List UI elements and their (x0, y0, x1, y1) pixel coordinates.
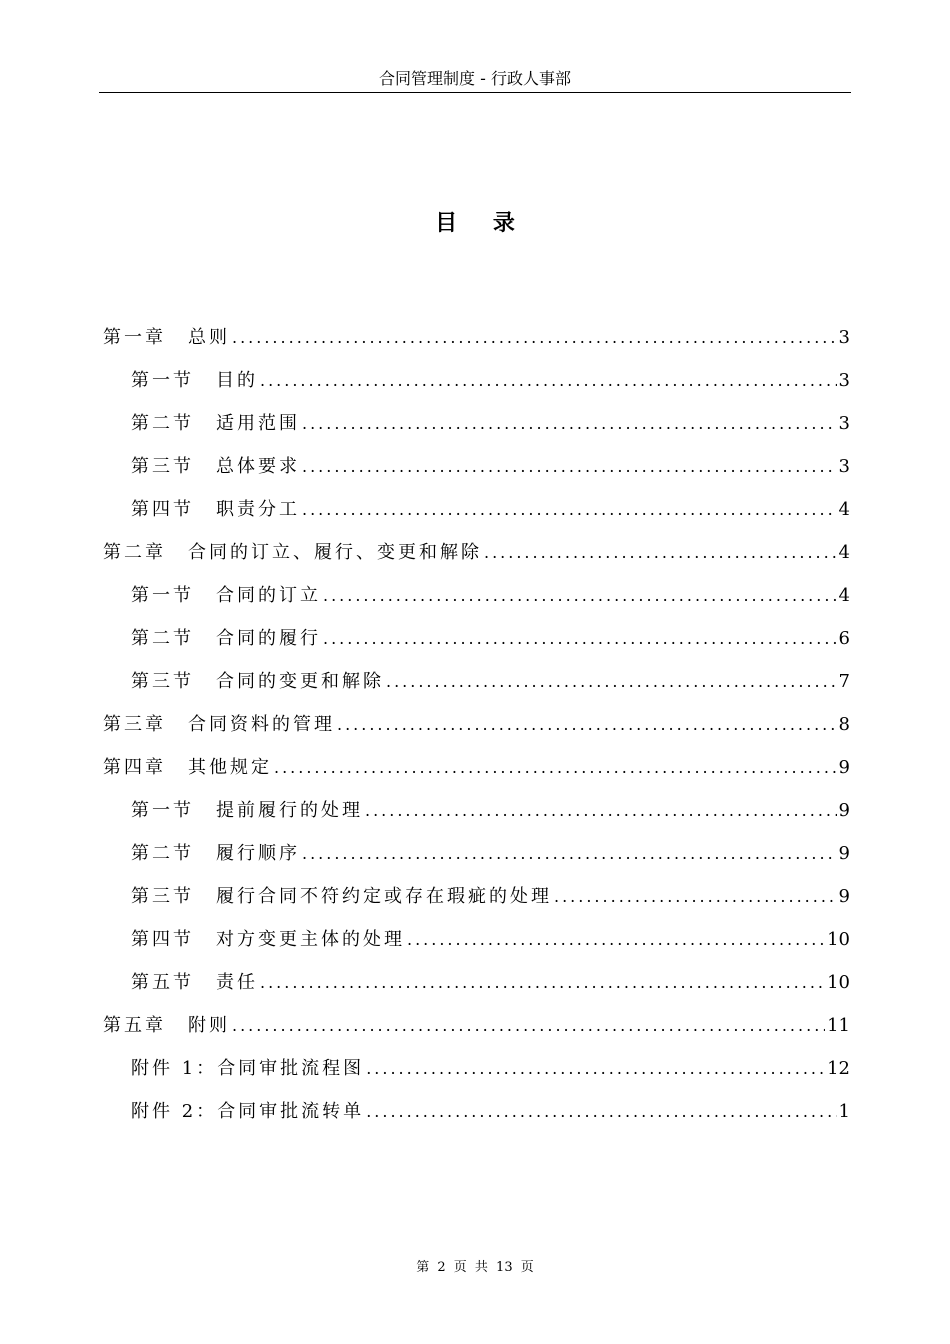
toc-entry-number: 第四节 (131, 929, 194, 950)
toc-entry-label (131, 918, 405, 961)
toc-entry-number: 第三节 (131, 456, 194, 477)
toc-entry-page: 10 (827, 972, 850, 993)
toc-entry-number: 第二节 (131, 413, 194, 434)
toc-entry-text: 总则 (188, 327, 230, 348)
toc-entry-text: 合同的订立 (216, 585, 321, 606)
toc-section-entry[interactable] (103, 574, 850, 617)
toc-section-entry[interactable] (103, 488, 850, 531)
toc-entry-number: 第二章 (103, 542, 166, 563)
toc-dot-leader (323, 574, 837, 617)
toc-entry-label (131, 832, 300, 875)
toc-entry-label (131, 574, 321, 617)
toc-entry-text: 附则 (188, 1015, 230, 1036)
toc-entry-label (131, 875, 552, 918)
toc-entry-number: 第二节 (131, 628, 194, 649)
toc-entry-label (131, 1047, 364, 1090)
toc-entry-number: 第三节 (131, 886, 194, 907)
toc-entry-number: 第五节 (131, 972, 194, 993)
toc-entry-text: 履行顺序 (216, 843, 300, 864)
toc-entry-text: 适用范围 (216, 413, 300, 434)
toc-dot-leader (260, 359, 837, 402)
table-of-contents (103, 316, 850, 1133)
toc-entry-text: 履行合同不符约定或存在瑕疵的处理 (216, 886, 552, 907)
toc-entry-label (103, 1004, 230, 1047)
toc-entry-text: 其他规定 (188, 757, 272, 778)
toc-entry-label (131, 789, 363, 832)
toc-section-entry[interactable] (103, 359, 850, 402)
toc-entry-page: 3 (838, 456, 850, 477)
toc-entry-page: 4 (838, 499, 850, 520)
toc-entry-page: 9 (838, 800, 850, 821)
toc-section-entry[interactable] (103, 402, 850, 445)
toc-entry-number: 附件 2： (131, 1101, 218, 1122)
toc-entry-page: 9 (838, 757, 850, 778)
toc-entry-number: 第二节 (131, 843, 194, 864)
toc-entry-label (131, 1090, 364, 1133)
toc-entry-number: 第一节 (131, 800, 194, 821)
toc-entry-text: 目的 (216, 370, 258, 391)
toc-section-entry[interactable] (103, 875, 850, 918)
toc-entry-page: 6 (838, 628, 850, 649)
toc-section-entry[interactable] (103, 1090, 850, 1133)
toc-dot-leader (484, 531, 837, 574)
toc-entry-page: 12 (827, 1058, 850, 1079)
toc-entry-page: 3 (838, 370, 850, 391)
toc-entry-label (103, 316, 230, 359)
toc-entry-page: 4 (838, 585, 850, 606)
toc-entry-number: 第一章 (103, 327, 166, 348)
toc-entry-text: 合同的变更和解除 (216, 671, 384, 692)
toc-entry-text: 合同的订立、履行、变更和解除 (188, 542, 482, 563)
toc-dot-leader (554, 875, 837, 918)
toc-entry-text: 提前履行的处理 (216, 800, 363, 821)
toc-entry-label (131, 359, 258, 402)
toc-entry-text: 合同的履行 (216, 628, 321, 649)
toc-entry-page: 1 (838, 1101, 850, 1122)
toc-chapter-entry[interactable] (103, 703, 850, 746)
toc-dot-leader (260, 961, 825, 1004)
toc-entry-page: 9 (838, 886, 850, 907)
toc-entry-number: 第四节 (131, 499, 194, 520)
toc-entry-number: 第三章 (103, 714, 166, 735)
toc-section-entry[interactable] (103, 832, 850, 875)
toc-dot-leader (232, 316, 837, 359)
toc-dot-leader (302, 488, 837, 531)
toc-dot-leader (366, 1090, 836, 1133)
toc-dot-leader (365, 789, 837, 832)
toc-entry-number: 第四章 (103, 757, 166, 778)
toc-entry-page: 8 (838, 714, 850, 735)
toc-dot-leader (366, 1047, 825, 1090)
toc-entry-label (131, 445, 300, 488)
toc-entry-text: 责任 (216, 972, 258, 993)
toc-entry-label (131, 617, 321, 660)
toc-entry-label (131, 488, 300, 531)
toc-section-entry[interactable] (103, 445, 850, 488)
toc-entry-label (103, 703, 335, 746)
toc-dot-leader (407, 918, 825, 961)
toc-chapter-entry[interactable] (103, 316, 850, 359)
toc-entry-label (103, 531, 482, 574)
toc-entry-number: 附件 1： (131, 1058, 218, 1079)
toc-entry-label (131, 402, 300, 445)
toc-section-entry[interactable] (103, 617, 850, 660)
toc-entry-label (131, 961, 258, 1004)
header-title: 合同管理制度 - 行政人事部 (379, 69, 571, 88)
toc-entry-page: 4 (838, 542, 850, 563)
toc-dot-leader (302, 445, 837, 488)
toc-chapter-entry[interactable] (103, 1004, 850, 1047)
toc-entry-page: 7 (838, 671, 850, 692)
toc-entry-number: 第一节 (131, 585, 194, 606)
page-footer (0, 1258, 950, 1278)
toc-entry-page: 9 (838, 843, 850, 864)
toc-chapter-entry[interactable] (103, 746, 850, 789)
page-number: 第 2 页 共 13 页 (416, 1260, 534, 1275)
toc-dot-leader (274, 746, 837, 789)
toc-dot-leader (323, 617, 837, 660)
toc-entry-page: 3 (838, 413, 850, 434)
toc-section-entry[interactable] (103, 789, 850, 832)
toc-section-entry[interactable] (103, 918, 850, 961)
toc-chapter-entry[interactable] (103, 531, 850, 574)
toc-entry-text: 合同审批流程图 (217, 1058, 365, 1079)
toc-entry-text: 对方变更主体的处理 (216, 929, 405, 950)
toc-entry-text: 合同资料的管理 (188, 714, 335, 735)
toc-dot-leader (386, 660, 837, 703)
toc-section-entry[interactable] (103, 961, 850, 1004)
toc-entry-page: 11 (827, 1015, 850, 1036)
toc-entry-text: 合同审批流转单 (217, 1101, 365, 1122)
toc-entry-page: 3 (838, 327, 850, 348)
toc-entry-page: 10 (827, 929, 850, 950)
toc-dot-leader (232, 1004, 825, 1047)
toc-dot-leader (337, 703, 837, 746)
toc-dot-leader (302, 832, 837, 875)
toc-entry-number: 第五章 (103, 1015, 166, 1036)
toc-entry-text: 职责分工 (216, 499, 300, 520)
toc-entry-number: 第三节 (131, 671, 194, 692)
toc-entry-text: 总体要求 (216, 456, 300, 477)
toc-entry-label (103, 746, 272, 789)
toc-entry-number: 第一节 (131, 370, 194, 391)
toc-section-entry[interactable] (103, 1047, 850, 1090)
toc-title: 目 录 (435, 211, 529, 236)
toc-dot-leader (302, 402, 837, 445)
page-header (99, 68, 851, 93)
toc-section-entry[interactable] (103, 660, 850, 703)
toc-entry-label (131, 660, 384, 703)
